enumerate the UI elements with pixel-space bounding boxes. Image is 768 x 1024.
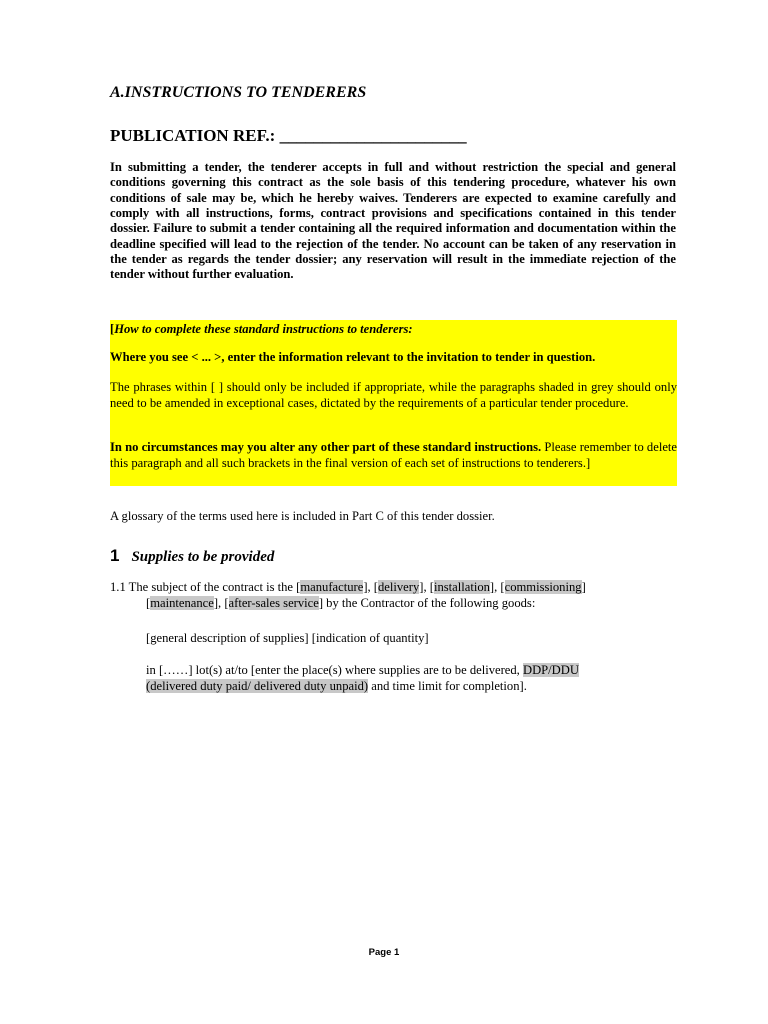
- box-open-bracket: [: [110, 322, 115, 336]
- box-line-no-circumstances: [110, 440, 677, 471]
- box-line-how-to: [110, 322, 677, 338]
- option-delivery: delivery: [378, 580, 420, 594]
- clause-1-1: [110, 579, 676, 611]
- supplies-description: [general description of supplies] [indication of quantity]: [146, 631, 429, 645]
- option-ddp-ddu-expansion: (delivered duty paid/ delivered duty unpaid): [146, 679, 369, 693]
- clause-text: ] by the Contractor of the following goods:: [318, 596, 536, 610]
- section-title: Supplies to be provided: [131, 549, 275, 565]
- document-heading: A.INSTRUCTIONS TO TENDERERS: [110, 84, 367, 101]
- option-after-sales-service: after-sales service: [228, 596, 319, 610]
- box-how-to-text: How to complete these standard instructions to tenderers:: [114, 322, 413, 336]
- box-no-circumstances-bold: In no circumstances may you alter any other part of these standard instructions.: [110, 440, 542, 454]
- clause-text: ], [: [419, 580, 434, 594]
- section-heading: [110, 546, 274, 566]
- clause-text: ], [: [489, 580, 505, 594]
- clause-text: ]: [581, 580, 586, 594]
- clause-text: 1.1 The subject of the contract is the [: [110, 580, 301, 594]
- publication-ref-label: PUBLICATION REF.:: [110, 126, 280, 145]
- option-manufacture: manufacture: [300, 580, 364, 594]
- section-number: 1: [110, 546, 120, 565]
- glossary-note: A glossary of the terms used here is included in Part C of this tender dossier.: [110, 509, 495, 523]
- intro-paragraph: In submitting a tender, the tenderer accepts in full and without restriction the special and general conditions governing this contract as the sole basis of this tendering procedure, whatever his own conditions of sale may be, which he hereby waives. Tenderers are expected to examine carefully and comply with all instructions, forms, contract provisions and specifications contained in this tender dossier. Failure to submit a tender containing all the required information and documentation within the deadline specified will lead to the rejection of the tender. No account can be taken of any reservation in the tender as regards the tender dossier; any reservation will result in the immediate rejection of the tender without further evaluation.: [110, 160, 676, 282]
- box-line-where-you-see: Where you see < ... >, enter the information relevant to the invitation to tender in question.: [110, 350, 596, 364]
- publication-ref: [110, 126, 467, 146]
- page-number: Page 1: [368, 947, 400, 958]
- clause-text: [: [146, 596, 151, 610]
- publication-ref-blank: ______________________: [279, 126, 467, 145]
- clause-text: ], [: [213, 596, 229, 610]
- option-maintenance: maintenance: [150, 596, 214, 610]
- instructions-highlight-box: [110, 320, 677, 486]
- lots-text: in [……] lot(s) at/to [enter the place(s) where supplies are to be delivered,: [146, 663, 523, 677]
- box-no-circumstances-rest: Please remember to delete this paragraph and all such brackets in the final version of each set of instructions to tenderers.]: [110, 440, 677, 470]
- clause-text: ], [: [363, 580, 378, 594]
- option-ddp-ddu: DDP/DDU: [522, 663, 579, 677]
- option-installation: installation: [433, 580, 490, 594]
- option-commissioning: commissioning: [504, 580, 582, 594]
- box-line-phrases: The phrases within [ ] should only be included if appropriate, while the paragraphs shaded in grey should only need to be amended in exceptional cases, dictated by the requirements of a particular tender procedure.: [110, 380, 677, 410]
- lots-text: and time limit for completion].: [368, 679, 527, 693]
- lots-paragraph: [146, 662, 666, 694]
- clause-second-line: [110, 595, 676, 611]
